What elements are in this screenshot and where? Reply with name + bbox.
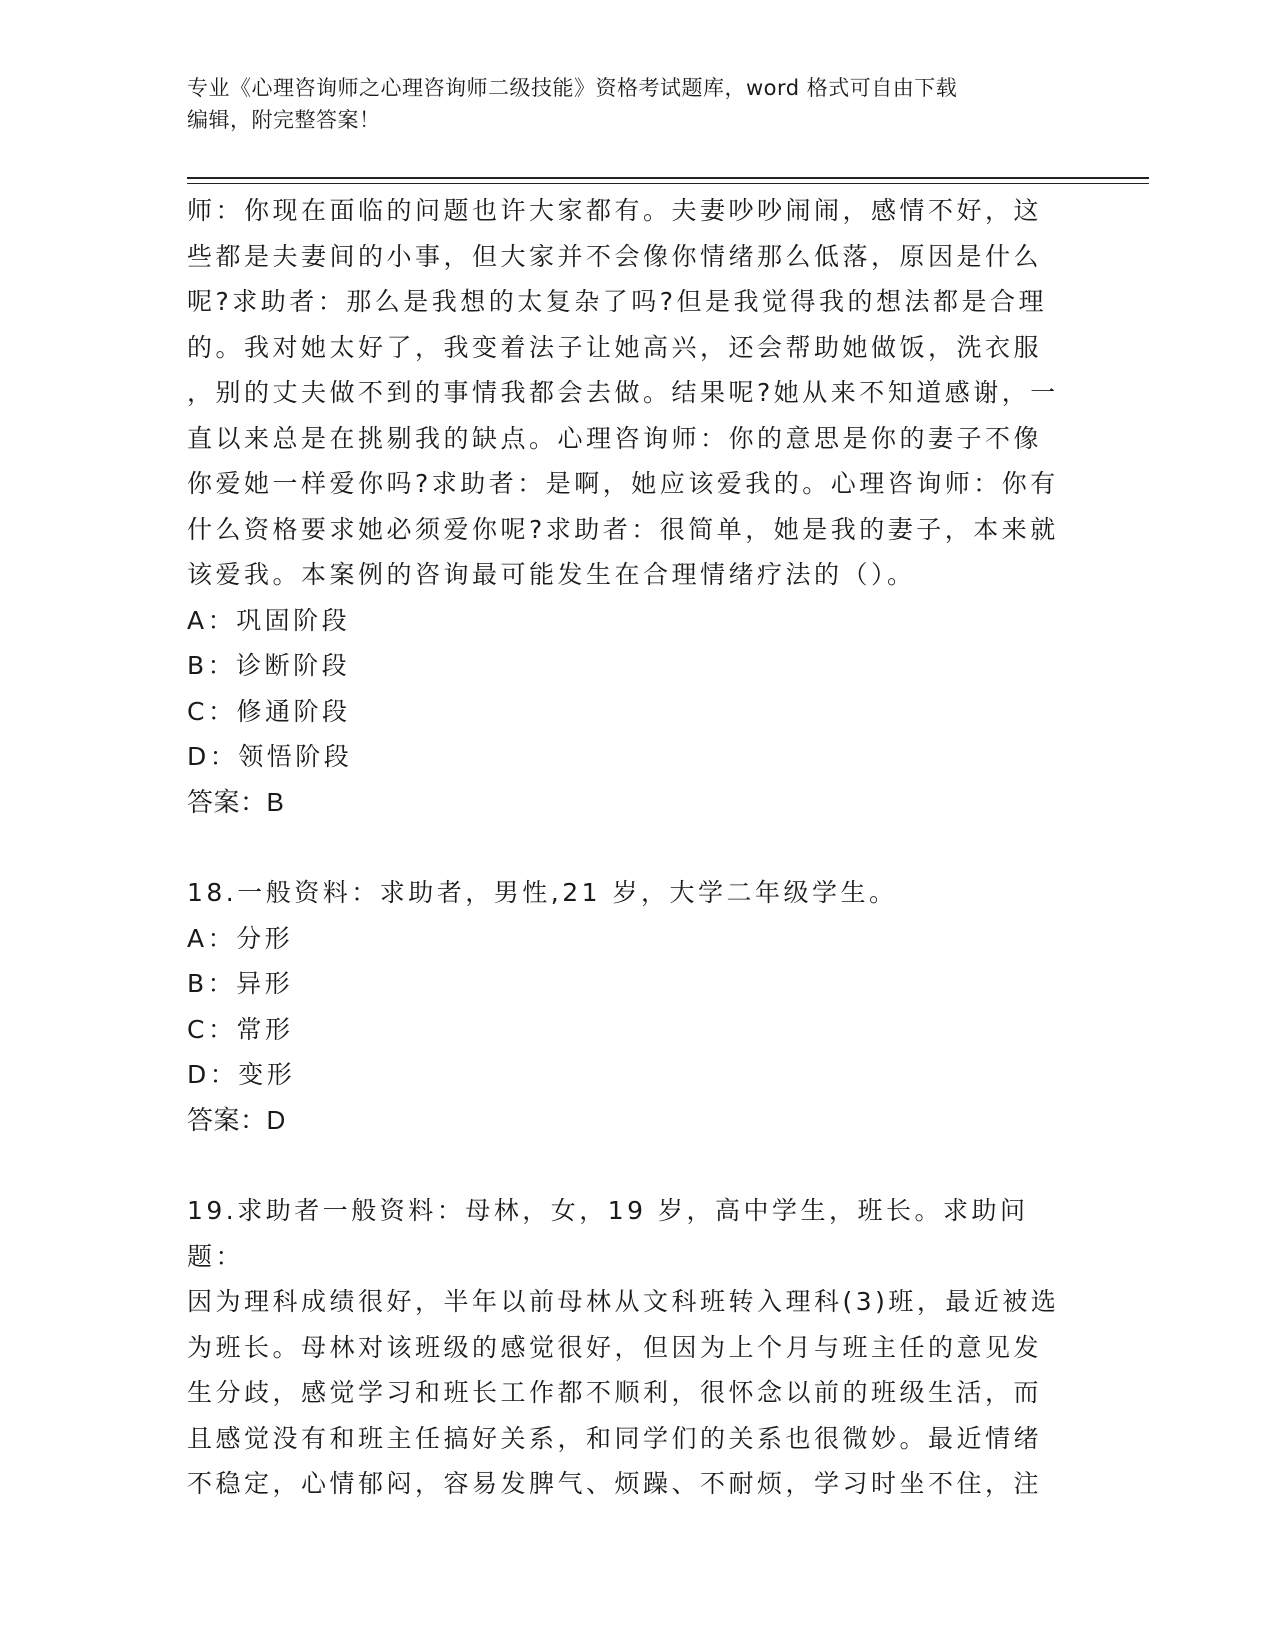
spacer bbox=[187, 825, 1067, 870]
text-line: 你爱她一样爱你吗?求助者：是啊，她应该爱我的。心理咨询师：你有 bbox=[187, 469, 1059, 498]
text-line: 该爱我。本案例的咨询最可能发生在合理情绪疗法的（）。 bbox=[187, 560, 916, 589]
header-line-1: 专业《心理咨询师之心理咨询师二级技能》资格考试题库，word 格式可自由下载 bbox=[187, 76, 958, 100]
text-line: ，别的丈夫做不到的事情我都会去做。结果呢?她从来不知道感谢，一 bbox=[187, 378, 1059, 407]
text-line: 为班长。母林对该班级的感觉很好，但因为上个月与班主任的意见发 bbox=[187, 1332, 1043, 1362]
text-line: 直以来总是在挑剔我的缺点。心理咨询师：你的意思是你的妻子不像 bbox=[187, 423, 1043, 453]
page-header bbox=[187, 72, 1067, 136]
question-18-stem bbox=[187, 870, 1067, 916]
option-b: B：异形 bbox=[187, 969, 294, 998]
question-17 bbox=[187, 188, 1067, 825]
question-19 bbox=[187, 1188, 1067, 1507]
text-line: 19.求助者一般资料：母林，女，19 岁，高中学生，班长。求助问题： bbox=[187, 1196, 1029, 1271]
text-line: 些都是夫妻间的小事，但大家并不会像你情绪那么低落，原因是什么 bbox=[187, 241, 1043, 271]
header-rule-thin bbox=[187, 183, 1149, 184]
option-a: A：巩固阶段 bbox=[187, 605, 351, 635]
header-line-2: 编辑，附完整答案！ bbox=[187, 108, 381, 132]
option-c: C：修通阶段 bbox=[187, 696, 351, 726]
text-line: 18.一般资料：求助者，男性,21 岁，大学二年级学生。 bbox=[187, 878, 898, 907]
spacer bbox=[187, 1143, 1067, 1188]
text-line: 师：你现在面临的问题也许大家都有。夫妻吵吵闹闹，感情不好，这 bbox=[187, 196, 1043, 225]
text-line: 呢?求助者：那么是我想的太复杂了吗?但是我觉得我的想法都是合理 bbox=[187, 287, 1048, 316]
text-line: 不稳定，心情郁闷，容易发脾气、烦躁、不耐烦，学习时坐不住，注 bbox=[187, 1469, 1043, 1498]
option-a: A：分形 bbox=[187, 923, 294, 953]
option-b: B：诊断阶段 bbox=[187, 651, 351, 680]
answer: 答案：D bbox=[187, 1104, 286, 1135]
text-line: 生分歧，感觉学习和班长工作都不顺利，很怀念以前的班级生活，而 bbox=[187, 1378, 1043, 1407]
text-line: 的。我对她太好了，我变着法子让她高兴，还会帮助她做饭，洗衣服 bbox=[187, 332, 1043, 362]
text-line: 什么资格要求她必须爱你呢?求助者：很简单，她是我的妻子，本来就 bbox=[187, 514, 1059, 544]
text-line: 且感觉没有和班主任搞好关系，和同学们的关系也很微妙。最近情绪 bbox=[187, 1423, 1043, 1453]
question-19-stem bbox=[187, 1188, 1067, 1507]
option-d: D：领悟阶段 bbox=[187, 742, 353, 771]
option-d: D：变形 bbox=[187, 1060, 296, 1089]
page-content bbox=[187, 188, 1067, 1507]
option-c: C：常形 bbox=[187, 1014, 294, 1044]
question-17-stem bbox=[187, 188, 1067, 598]
answer: 答案：B bbox=[187, 786, 285, 817]
text-line: 因为理科成绩很好，半年以前母林从文科班转入理科(3)班，最近被选 bbox=[187, 1287, 1060, 1316]
question-18 bbox=[187, 870, 1067, 1143]
header-rule-thick bbox=[187, 177, 1149, 179]
